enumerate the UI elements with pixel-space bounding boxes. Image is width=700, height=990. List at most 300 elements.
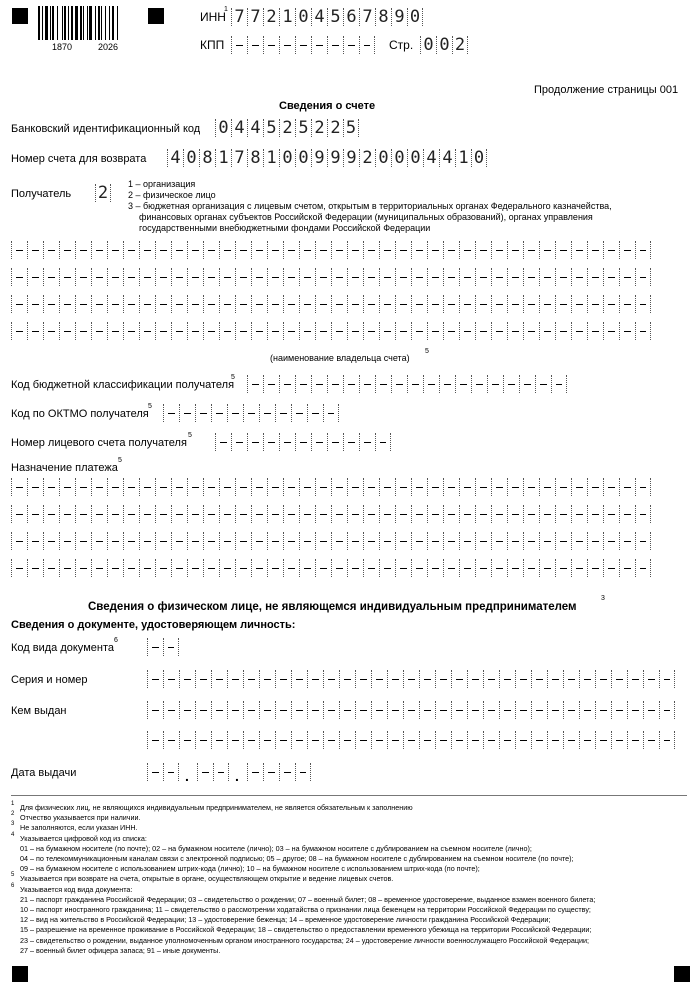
input-cell[interactable] bbox=[227, 701, 243, 719]
input-cell[interactable] bbox=[171, 268, 187, 286]
input-cell[interactable] bbox=[619, 478, 635, 496]
input-cell[interactable] bbox=[483, 731, 499, 749]
input-cell[interactable] bbox=[471, 375, 487, 393]
input-cell[interactable] bbox=[379, 322, 395, 340]
input-cell[interactable] bbox=[611, 670, 627, 688]
input-cell[interactable] bbox=[363, 268, 379, 286]
input-cell[interactable] bbox=[515, 670, 531, 688]
input-cell[interactable] bbox=[395, 505, 411, 523]
input-cell[interactable]: 5 bbox=[327, 8, 343, 26]
input-cell[interactable] bbox=[443, 322, 459, 340]
input-cell[interactable] bbox=[571, 532, 587, 550]
input-cell[interactable] bbox=[283, 295, 299, 313]
kpp-field[interactable] bbox=[231, 36, 375, 54]
input-cell[interactable] bbox=[203, 295, 219, 313]
input-cell[interactable] bbox=[279, 36, 295, 54]
input-cell[interactable] bbox=[203, 505, 219, 523]
input-cell[interactable] bbox=[315, 559, 331, 577]
input-cell[interactable] bbox=[427, 478, 443, 496]
page-number-field[interactable] bbox=[420, 36, 468, 54]
input-cell[interactable] bbox=[275, 404, 291, 422]
input-cell[interactable] bbox=[43, 559, 59, 577]
input-cell[interactable] bbox=[347, 478, 363, 496]
input-cell[interactable] bbox=[267, 241, 283, 259]
input-cell[interactable] bbox=[139, 268, 155, 286]
input-cell[interactable]: 4 bbox=[439, 149, 455, 167]
input-cell[interactable] bbox=[459, 241, 475, 259]
input-cell[interactable] bbox=[91, 268, 107, 286]
input-cell[interactable] bbox=[155, 268, 171, 286]
input-cell[interactable] bbox=[91, 241, 107, 259]
input-cell[interactable] bbox=[295, 433, 311, 451]
input-cell[interactable] bbox=[467, 731, 483, 749]
input-cell[interactable] bbox=[299, 241, 315, 259]
input-cell[interactable] bbox=[327, 36, 343, 54]
input-cell[interactable] bbox=[171, 532, 187, 550]
input-cell[interactable]: 9 bbox=[311, 149, 327, 167]
input-cell[interactable] bbox=[179, 404, 195, 422]
input-cell[interactable] bbox=[603, 478, 619, 496]
input-cell[interactable] bbox=[499, 731, 515, 749]
input-cell[interactable] bbox=[603, 241, 619, 259]
input-cell[interactable] bbox=[439, 375, 455, 393]
input-cell[interactable] bbox=[123, 532, 139, 550]
input-cell[interactable] bbox=[91, 505, 107, 523]
input-cell[interactable] bbox=[551, 375, 567, 393]
input-cell[interactable] bbox=[299, 478, 315, 496]
input-cell[interactable] bbox=[299, 505, 315, 523]
grid-row[interactable] bbox=[11, 241, 651, 259]
input-cell[interactable] bbox=[411, 241, 427, 259]
input-cell[interactable] bbox=[619, 295, 635, 313]
input-cell[interactable] bbox=[507, 295, 523, 313]
input-cell[interactable] bbox=[459, 268, 475, 286]
input-cell[interactable] bbox=[75, 505, 91, 523]
input-cell[interactable] bbox=[279, 763, 295, 781]
input-cell[interactable] bbox=[475, 532, 491, 550]
input-cell[interactable] bbox=[203, 478, 219, 496]
input-cell[interactable] bbox=[323, 670, 339, 688]
input-cell[interactable] bbox=[75, 241, 91, 259]
input-cell[interactable] bbox=[203, 532, 219, 550]
input-cell[interactable] bbox=[211, 670, 227, 688]
input-cell[interactable] bbox=[91, 559, 107, 577]
input-cell[interactable] bbox=[427, 322, 443, 340]
input-cell[interactable] bbox=[419, 670, 435, 688]
input-cell[interactable] bbox=[455, 375, 471, 393]
issue-date-day[interactable] bbox=[147, 763, 179, 781]
input-cell[interactable] bbox=[163, 670, 179, 688]
input-cell[interactable] bbox=[347, 295, 363, 313]
input-cell[interactable] bbox=[171, 559, 187, 577]
input-cell[interactable] bbox=[75, 532, 91, 550]
input-cell[interactable] bbox=[379, 295, 395, 313]
input-cell[interactable] bbox=[491, 505, 507, 523]
input-cell[interactable]: 0 bbox=[420, 36, 436, 54]
input-cell[interactable] bbox=[59, 241, 75, 259]
input-cell[interactable] bbox=[659, 731, 675, 749]
input-cell[interactable] bbox=[603, 532, 619, 550]
input-cell[interactable] bbox=[427, 295, 443, 313]
input-cell[interactable] bbox=[107, 505, 123, 523]
input-cell[interactable] bbox=[459, 559, 475, 577]
input-cell[interactable] bbox=[27, 268, 43, 286]
input-cell[interactable] bbox=[571, 322, 587, 340]
input-cell[interactable] bbox=[139, 295, 155, 313]
input-cell[interactable] bbox=[443, 559, 459, 577]
input-cell[interactable] bbox=[523, 268, 539, 286]
input-cell[interactable] bbox=[419, 731, 435, 749]
input-cell[interactable] bbox=[315, 505, 331, 523]
issue-date-year[interactable] bbox=[247, 763, 311, 781]
input-cell[interactable] bbox=[555, 505, 571, 523]
input-cell[interactable] bbox=[299, 295, 315, 313]
input-cell[interactable] bbox=[475, 559, 491, 577]
input-cell[interactable] bbox=[659, 701, 675, 719]
input-cell[interactable] bbox=[375, 375, 391, 393]
input-cell[interactable] bbox=[235, 559, 251, 577]
input-cell[interactable] bbox=[635, 505, 651, 523]
input-cell[interactable] bbox=[267, 295, 283, 313]
input-cell[interactable] bbox=[519, 375, 535, 393]
input-cell[interactable] bbox=[123, 478, 139, 496]
input-cell[interactable] bbox=[491, 295, 507, 313]
input-cell[interactable] bbox=[507, 505, 523, 523]
input-cell[interactable] bbox=[587, 478, 603, 496]
input-cell[interactable] bbox=[11, 478, 27, 496]
input-cell[interactable] bbox=[339, 731, 355, 749]
input-cell[interactable] bbox=[139, 322, 155, 340]
input-cell[interactable] bbox=[267, 505, 283, 523]
input-cell[interactable] bbox=[435, 701, 451, 719]
input-cell[interactable]: 0 bbox=[215, 119, 231, 137]
recipient-type-field[interactable] bbox=[95, 184, 111, 202]
input-cell[interactable]: 0 bbox=[471, 149, 487, 167]
input-cell[interactable] bbox=[75, 322, 91, 340]
input-cell[interactable] bbox=[459, 532, 475, 550]
input-cell[interactable] bbox=[27, 478, 43, 496]
input-cell[interactable] bbox=[619, 268, 635, 286]
personal-account-field[interactable] bbox=[215, 433, 391, 451]
input-cell[interactable] bbox=[387, 701, 403, 719]
input-cell[interactable] bbox=[555, 478, 571, 496]
input-cell[interactable] bbox=[291, 731, 307, 749]
input-cell[interactable] bbox=[219, 268, 235, 286]
input-cell[interactable] bbox=[283, 532, 299, 550]
input-cell[interactable] bbox=[619, 559, 635, 577]
input-cell[interactable] bbox=[315, 241, 331, 259]
input-cell[interactable] bbox=[123, 241, 139, 259]
input-cell[interactable] bbox=[251, 241, 267, 259]
input-cell[interactable] bbox=[563, 670, 579, 688]
inn-field[interactable] bbox=[231, 8, 423, 26]
input-cell[interactable] bbox=[475, 241, 491, 259]
input-cell[interactable] bbox=[603, 295, 619, 313]
input-cell[interactable] bbox=[603, 322, 619, 340]
input-cell[interactable] bbox=[411, 268, 427, 286]
input-cell[interactable] bbox=[323, 701, 339, 719]
input-cell[interactable] bbox=[235, 241, 251, 259]
input-cell[interactable] bbox=[347, 241, 363, 259]
input-cell[interactable] bbox=[539, 322, 555, 340]
input-cell[interactable] bbox=[307, 404, 323, 422]
input-cell[interactable] bbox=[331, 268, 347, 286]
input-cell[interactable] bbox=[347, 532, 363, 550]
input-cell[interactable] bbox=[491, 241, 507, 259]
input-cell[interactable]: 4 bbox=[247, 119, 263, 137]
input-cell[interactable] bbox=[371, 701, 387, 719]
input-cell[interactable] bbox=[75, 295, 91, 313]
input-cell[interactable] bbox=[451, 731, 467, 749]
input-cell[interactable] bbox=[343, 433, 359, 451]
input-cell[interactable] bbox=[523, 559, 539, 577]
input-cell[interactable] bbox=[171, 478, 187, 496]
input-cell[interactable] bbox=[491, 322, 507, 340]
input-cell[interactable] bbox=[459, 322, 475, 340]
input-cell[interactable]: 5 bbox=[343, 119, 359, 137]
input-cell[interactable] bbox=[187, 268, 203, 286]
input-cell[interactable] bbox=[371, 731, 387, 749]
input-cell[interactable] bbox=[427, 532, 443, 550]
input-cell[interactable] bbox=[187, 241, 203, 259]
input-cell[interactable] bbox=[315, 322, 331, 340]
recipient-type-value[interactable]: 2 bbox=[95, 184, 111, 202]
input-cell[interactable] bbox=[411, 295, 427, 313]
input-cell[interactable] bbox=[539, 559, 555, 577]
input-cell[interactable] bbox=[147, 731, 163, 749]
input-cell[interactable] bbox=[235, 478, 251, 496]
input-cell[interactable] bbox=[563, 731, 579, 749]
input-cell[interactable] bbox=[563, 701, 579, 719]
input-cell[interactable] bbox=[307, 670, 323, 688]
input-cell[interactable] bbox=[251, 322, 267, 340]
input-cell[interactable] bbox=[503, 375, 519, 393]
input-cell[interactable] bbox=[43, 322, 59, 340]
input-cell[interactable] bbox=[515, 731, 531, 749]
input-cell[interactable] bbox=[315, 295, 331, 313]
input-cell[interactable] bbox=[347, 505, 363, 523]
input-cell[interactable] bbox=[219, 241, 235, 259]
input-cell[interactable] bbox=[587, 322, 603, 340]
grid-row[interactable] bbox=[11, 268, 651, 286]
input-cell[interactable] bbox=[547, 701, 563, 719]
input-cell[interactable] bbox=[107, 559, 123, 577]
input-cell[interactable] bbox=[331, 241, 347, 259]
input-cell[interactable] bbox=[635, 295, 651, 313]
input-cell[interactable] bbox=[211, 701, 227, 719]
input-cell[interactable] bbox=[579, 701, 595, 719]
input-cell[interactable] bbox=[467, 701, 483, 719]
input-cell[interactable] bbox=[475, 505, 491, 523]
input-cell[interactable] bbox=[155, 505, 171, 523]
input-cell[interactable] bbox=[619, 505, 635, 523]
input-cell[interactable] bbox=[443, 532, 459, 550]
input-cell[interactable]: 0 bbox=[436, 36, 452, 54]
input-cell[interactable] bbox=[187, 532, 203, 550]
input-cell[interactable] bbox=[475, 268, 491, 286]
input-cell[interactable] bbox=[635, 559, 651, 577]
input-cell[interactable] bbox=[275, 731, 291, 749]
input-cell[interactable] bbox=[91, 295, 107, 313]
input-cell[interactable] bbox=[523, 532, 539, 550]
input-cell[interactable] bbox=[75, 478, 91, 496]
input-cell[interactable] bbox=[507, 559, 523, 577]
input-cell[interactable] bbox=[283, 559, 299, 577]
input-cell[interactable] bbox=[331, 532, 347, 550]
input-cell[interactable] bbox=[267, 322, 283, 340]
input-cell[interactable] bbox=[467, 670, 483, 688]
input-cell[interactable] bbox=[451, 701, 467, 719]
input-cell[interactable] bbox=[347, 322, 363, 340]
input-cell[interactable] bbox=[619, 241, 635, 259]
input-cell[interactable] bbox=[235, 505, 251, 523]
input-cell[interactable] bbox=[195, 404, 211, 422]
input-cell[interactable] bbox=[499, 670, 515, 688]
input-cell[interactable]: 2 bbox=[263, 8, 279, 26]
input-cell[interactable] bbox=[627, 701, 643, 719]
input-cell[interactable] bbox=[263, 36, 279, 54]
input-cell[interactable] bbox=[91, 532, 107, 550]
input-cell[interactable] bbox=[59, 478, 75, 496]
issued-by-field-line-1[interactable] bbox=[147, 701, 675, 719]
input-cell[interactable] bbox=[619, 532, 635, 550]
input-cell[interactable]: 2 bbox=[279, 119, 295, 137]
input-cell[interactable] bbox=[179, 701, 195, 719]
input-cell[interactable] bbox=[139, 532, 155, 550]
input-cell[interactable] bbox=[395, 559, 411, 577]
input-cell[interactable] bbox=[603, 268, 619, 286]
input-cell[interactable] bbox=[355, 731, 371, 749]
input-cell[interactable] bbox=[267, 559, 283, 577]
input-cell[interactable] bbox=[11, 532, 27, 550]
input-cell[interactable] bbox=[363, 295, 379, 313]
input-cell[interactable] bbox=[595, 670, 611, 688]
input-cell[interactable] bbox=[427, 241, 443, 259]
input-cell[interactable] bbox=[323, 404, 339, 422]
input-cell[interactable] bbox=[535, 375, 551, 393]
input-cell[interactable] bbox=[295, 36, 311, 54]
input-cell[interactable] bbox=[155, 532, 171, 550]
input-cell[interactable] bbox=[139, 505, 155, 523]
input-cell[interactable] bbox=[531, 701, 547, 719]
input-cell[interactable] bbox=[379, 268, 395, 286]
input-cell[interactable] bbox=[395, 268, 411, 286]
input-cell[interactable] bbox=[555, 241, 571, 259]
input-cell[interactable] bbox=[11, 295, 27, 313]
input-cell[interactable] bbox=[603, 559, 619, 577]
input-cell[interactable] bbox=[107, 295, 123, 313]
input-cell[interactable] bbox=[179, 670, 195, 688]
input-cell[interactable] bbox=[187, 505, 203, 523]
input-cell[interactable] bbox=[251, 532, 267, 550]
input-cell[interactable] bbox=[643, 731, 659, 749]
input-cell[interactable]: 4 bbox=[423, 149, 439, 167]
input-cell[interactable] bbox=[123, 559, 139, 577]
input-cell[interactable] bbox=[443, 478, 459, 496]
input-cell[interactable] bbox=[587, 268, 603, 286]
input-cell[interactable] bbox=[427, 268, 443, 286]
input-cell[interactable] bbox=[539, 505, 555, 523]
input-cell[interactable] bbox=[507, 478, 523, 496]
input-cell[interactable] bbox=[91, 322, 107, 340]
input-cell[interactable] bbox=[375, 433, 391, 451]
input-cell[interactable]: 4 bbox=[311, 8, 327, 26]
input-cell[interactable] bbox=[523, 322, 539, 340]
input-cell[interactable] bbox=[331, 295, 347, 313]
input-cell[interactable] bbox=[315, 268, 331, 286]
input-cell[interactable] bbox=[219, 478, 235, 496]
input-cell[interactable] bbox=[379, 241, 395, 259]
input-cell[interactable] bbox=[219, 322, 235, 340]
input-cell[interactable]: 4 bbox=[231, 119, 247, 137]
input-cell[interactable] bbox=[427, 559, 443, 577]
input-cell[interactable] bbox=[419, 701, 435, 719]
input-cell[interactable] bbox=[291, 404, 307, 422]
input-cell[interactable]: 0 bbox=[295, 8, 311, 26]
input-cell[interactable] bbox=[123, 268, 139, 286]
input-cell[interactable] bbox=[363, 505, 379, 523]
input-cell[interactable] bbox=[403, 701, 419, 719]
input-cell[interactable] bbox=[395, 241, 411, 259]
input-cell[interactable] bbox=[107, 241, 123, 259]
input-cell[interactable] bbox=[311, 36, 327, 54]
input-cell[interactable] bbox=[451, 670, 467, 688]
input-cell[interactable] bbox=[299, 268, 315, 286]
input-cell[interactable] bbox=[267, 478, 283, 496]
input-cell[interactable] bbox=[75, 268, 91, 286]
input-cell[interactable] bbox=[59, 268, 75, 286]
input-cell[interactable] bbox=[123, 505, 139, 523]
input-cell[interactable] bbox=[263, 375, 279, 393]
input-cell[interactable] bbox=[59, 295, 75, 313]
input-cell[interactable] bbox=[371, 670, 387, 688]
issued-by-field-line-2[interactable] bbox=[147, 731, 675, 749]
input-cell[interactable] bbox=[107, 268, 123, 286]
input-cell[interactable] bbox=[363, 241, 379, 259]
input-cell[interactable] bbox=[395, 295, 411, 313]
input-cell[interactable] bbox=[611, 701, 627, 719]
input-cell[interactable] bbox=[531, 670, 547, 688]
input-cell[interactable] bbox=[459, 295, 475, 313]
input-cell[interactable] bbox=[139, 478, 155, 496]
input-cell[interactable] bbox=[235, 322, 251, 340]
input-cell[interactable] bbox=[259, 731, 275, 749]
input-cell[interactable]: 1 bbox=[215, 149, 231, 167]
input-cell[interactable] bbox=[299, 322, 315, 340]
input-cell[interactable] bbox=[403, 670, 419, 688]
input-cell[interactable] bbox=[27, 322, 43, 340]
grid-row[interactable] bbox=[11, 322, 651, 340]
input-cell[interactable] bbox=[219, 505, 235, 523]
issue-date-month[interactable] bbox=[197, 763, 229, 781]
input-cell[interactable] bbox=[523, 478, 539, 496]
input-cell[interactable] bbox=[247, 433, 263, 451]
input-cell[interactable] bbox=[359, 36, 375, 54]
input-cell[interactable] bbox=[243, 701, 259, 719]
input-cell[interactable] bbox=[411, 505, 427, 523]
input-cell[interactable] bbox=[579, 670, 595, 688]
input-cell[interactable] bbox=[407, 375, 423, 393]
input-cell[interactable] bbox=[363, 559, 379, 577]
input-cell[interactable] bbox=[539, 478, 555, 496]
input-cell[interactable]: 7 bbox=[359, 8, 375, 26]
input-cell[interactable] bbox=[163, 404, 179, 422]
input-cell[interactable] bbox=[643, 701, 659, 719]
input-cell[interactable] bbox=[163, 701, 179, 719]
input-cell[interactable] bbox=[343, 375, 359, 393]
input-cell[interactable] bbox=[195, 701, 211, 719]
input-cell[interactable] bbox=[507, 322, 523, 340]
